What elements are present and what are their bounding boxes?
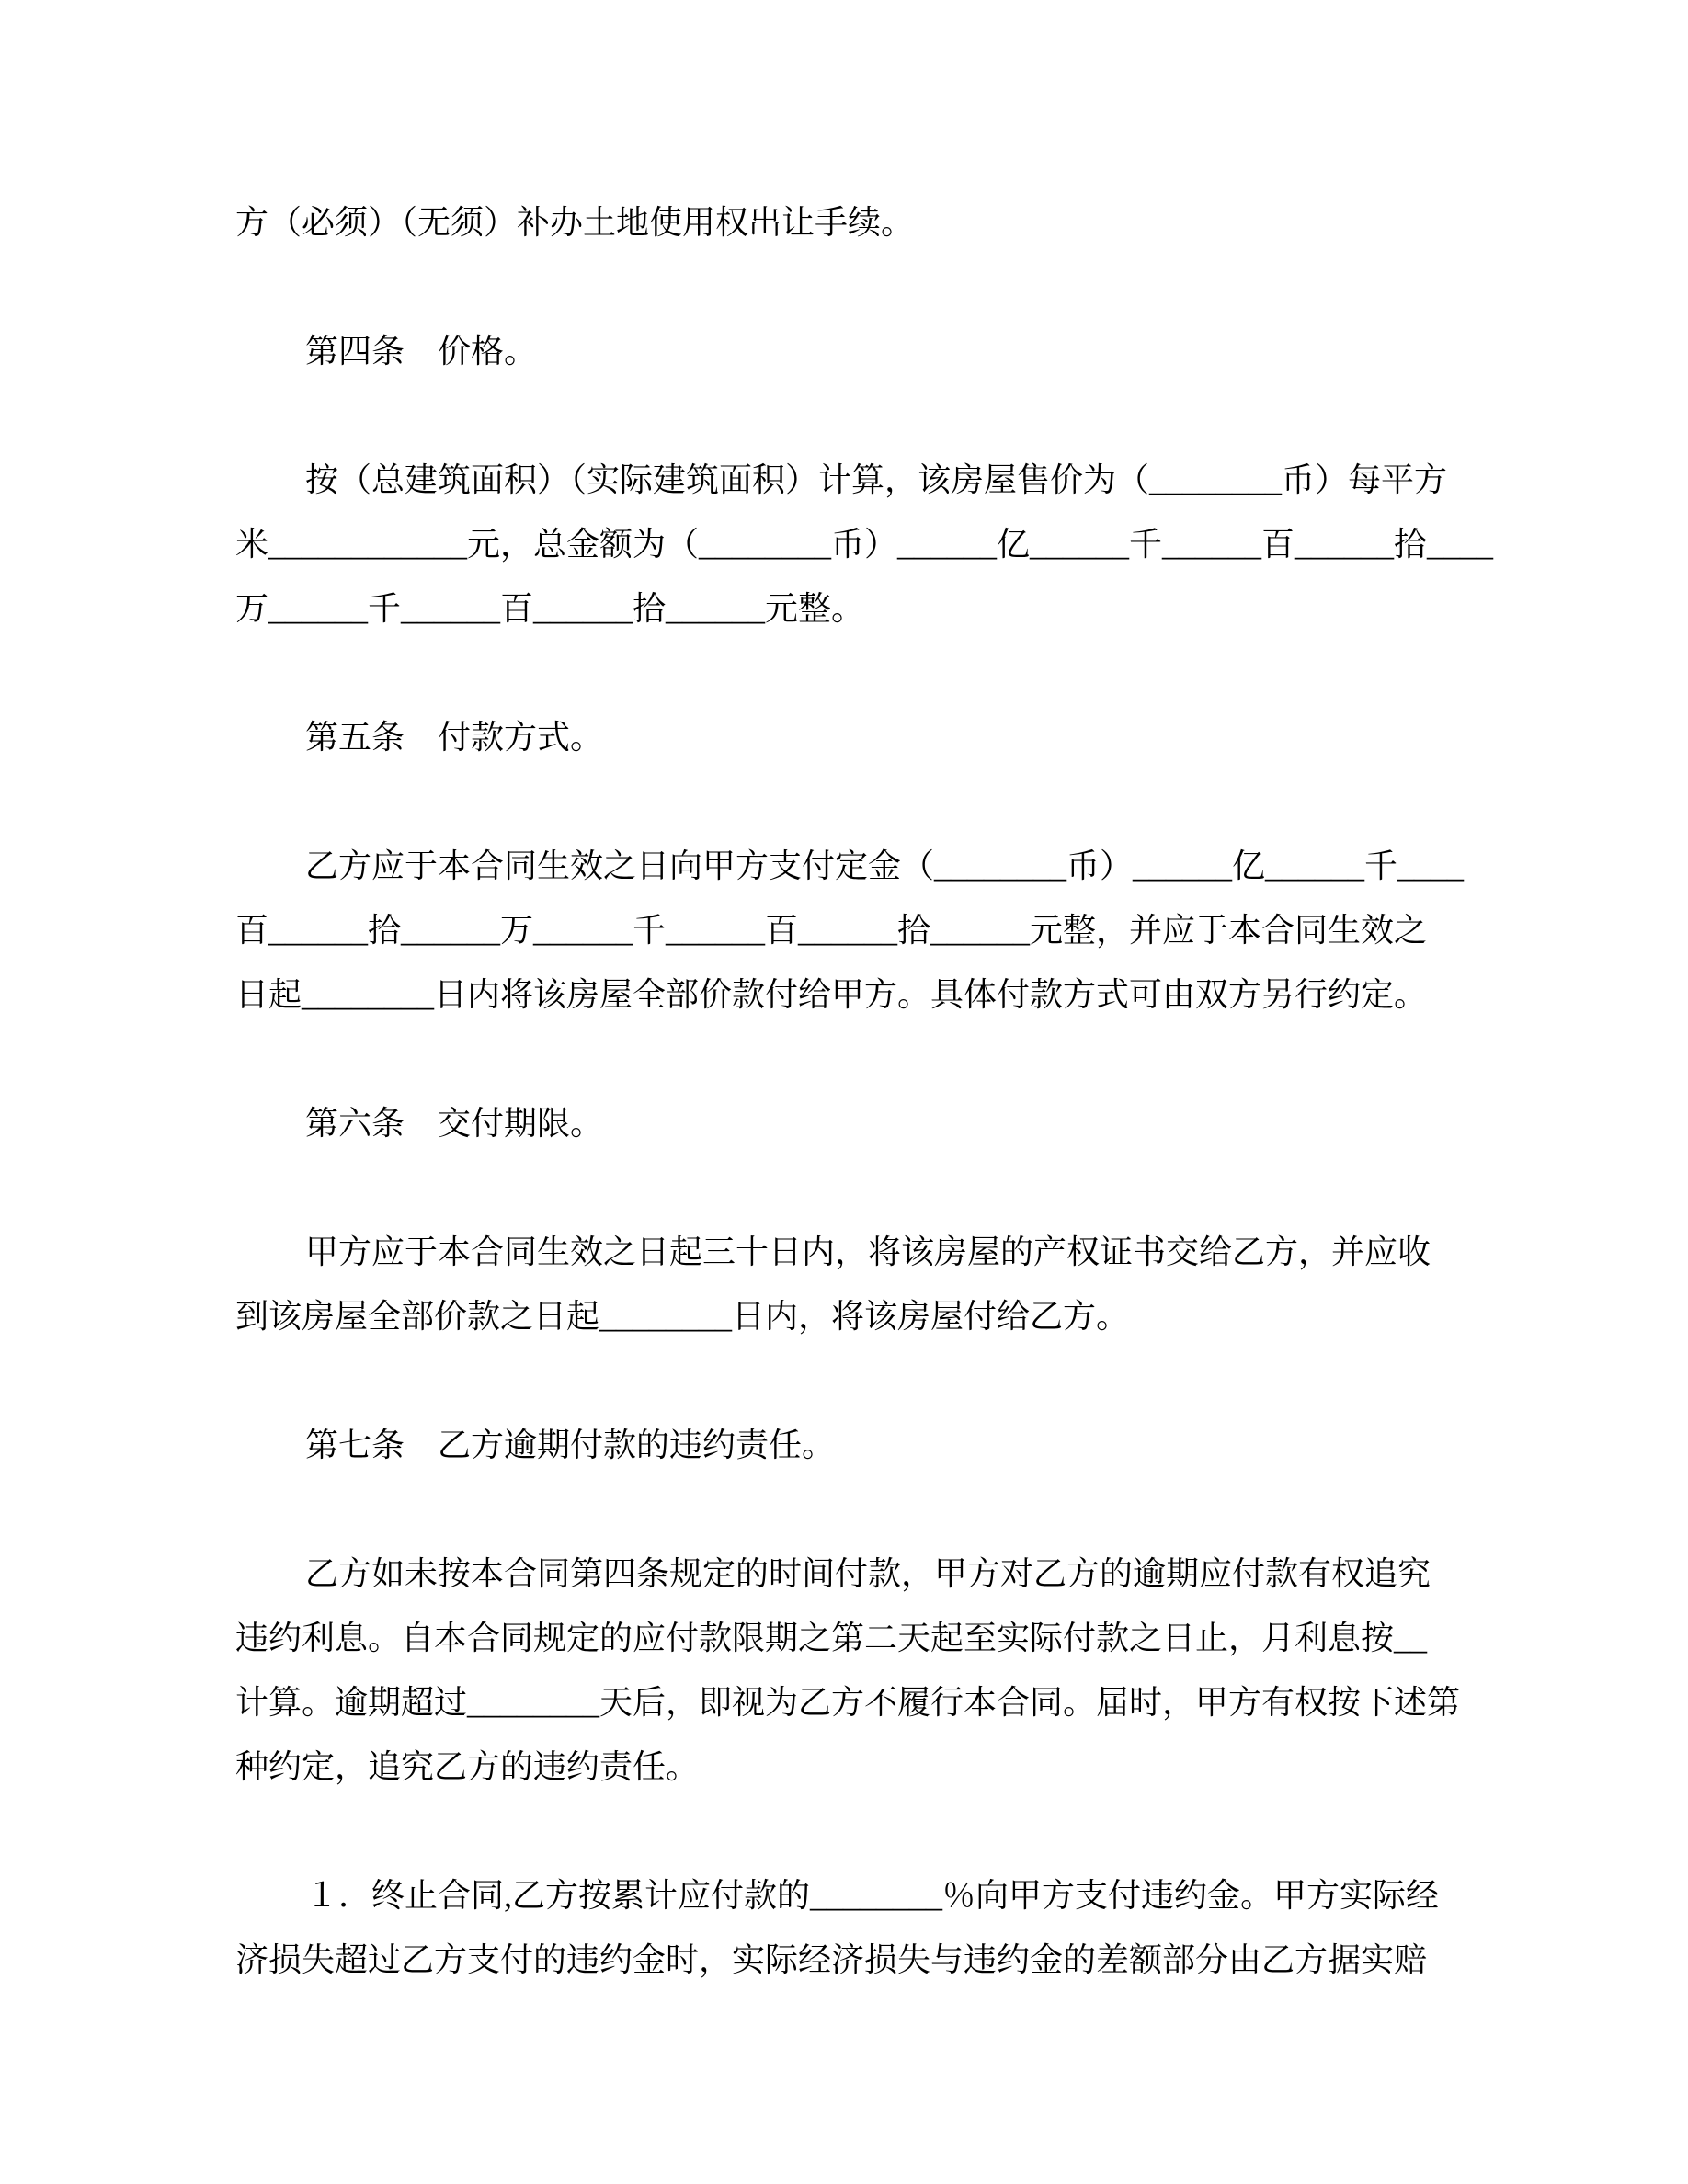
text-line: 方（必须）（无须）补办土地使用权出让手续。 <box>235 204 915 241</box>
paragraph <box>235 448 1532 641</box>
section-heading <box>235 1413 1532 1477</box>
text-line: 乙方应于本合同生效之日向甲方支付定金（________币）______亿______千____ <box>305 847 1465 884</box>
text-line: 按（总建筑面积）（实际建筑面积）计算，该房屋售价为（________币）每平方 <box>305 461 1448 498</box>
heading-line: 第七条 乙方逾期付款的违约责任。 <box>305 1427 836 1463</box>
paragraph <box>235 190 1532 255</box>
text-line: 乙方如未按本合同第四条规定的时间付款，甲方对乙方的逾期应付款有权追究 <box>305 1555 1431 1592</box>
paragraph <box>235 834 1532 1027</box>
heading-line: 第六条 交付期限。 <box>305 1105 604 1142</box>
text-line: 违约利息。自本合同规定的应付款限期之第二天起至实际付款之日止，月利息按__ <box>235 1620 1428 1656</box>
section-heading <box>235 319 1532 383</box>
text-line: 到该房屋全部价款之日起________日内，将该房屋付给乙方。 <box>235 1298 1130 1335</box>
section-heading <box>235 705 1532 769</box>
text-line: 济损失超过乙方支付的违约金时，实际经济损失与违约金的差额部分由乙方据实赔 <box>235 1941 1428 1978</box>
text-line: 百______拾______万______千______百______拾______元整，并应于本合同生效之 <box>235 912 1428 949</box>
section-heading <box>235 1091 1532 1155</box>
text-line: １．终止合同,乙方按累计应付款的________％向甲方支付违约金。甲方实际经 <box>305 1877 1440 1914</box>
contract-body <box>0 190 1688 1992</box>
paragraph <box>235 1541 1532 1799</box>
text-line: 种约定，追究乙方的违约责任。 <box>235 1748 700 1785</box>
text-line: 计算。逾期超过________天后，即视为乙方不履行本合同。届时，甲方有权按下述第 <box>235 1684 1461 1721</box>
text-line: 万______千______百______拾______元整。 <box>235 590 865 627</box>
text-line: 米____________元，总金额为（________币）______亿______千______百______拾____ <box>235 526 1494 563</box>
heading-line: 第五条 付款方式。 <box>305 719 604 756</box>
text-line: 日起________日内将该房屋全部价款付给甲方。具体付款方式可由双方另行约定。 <box>235 976 1428 1013</box>
paragraph <box>235 1863 1532 1992</box>
paragraph <box>235 1220 1532 1348</box>
heading-line: 第四条 价格。 <box>305 333 538 370</box>
text-line: 甲方应于本合同生效之日起三十日内，将该房屋的产权证书交给乙方，并应收 <box>305 1234 1431 1270</box>
